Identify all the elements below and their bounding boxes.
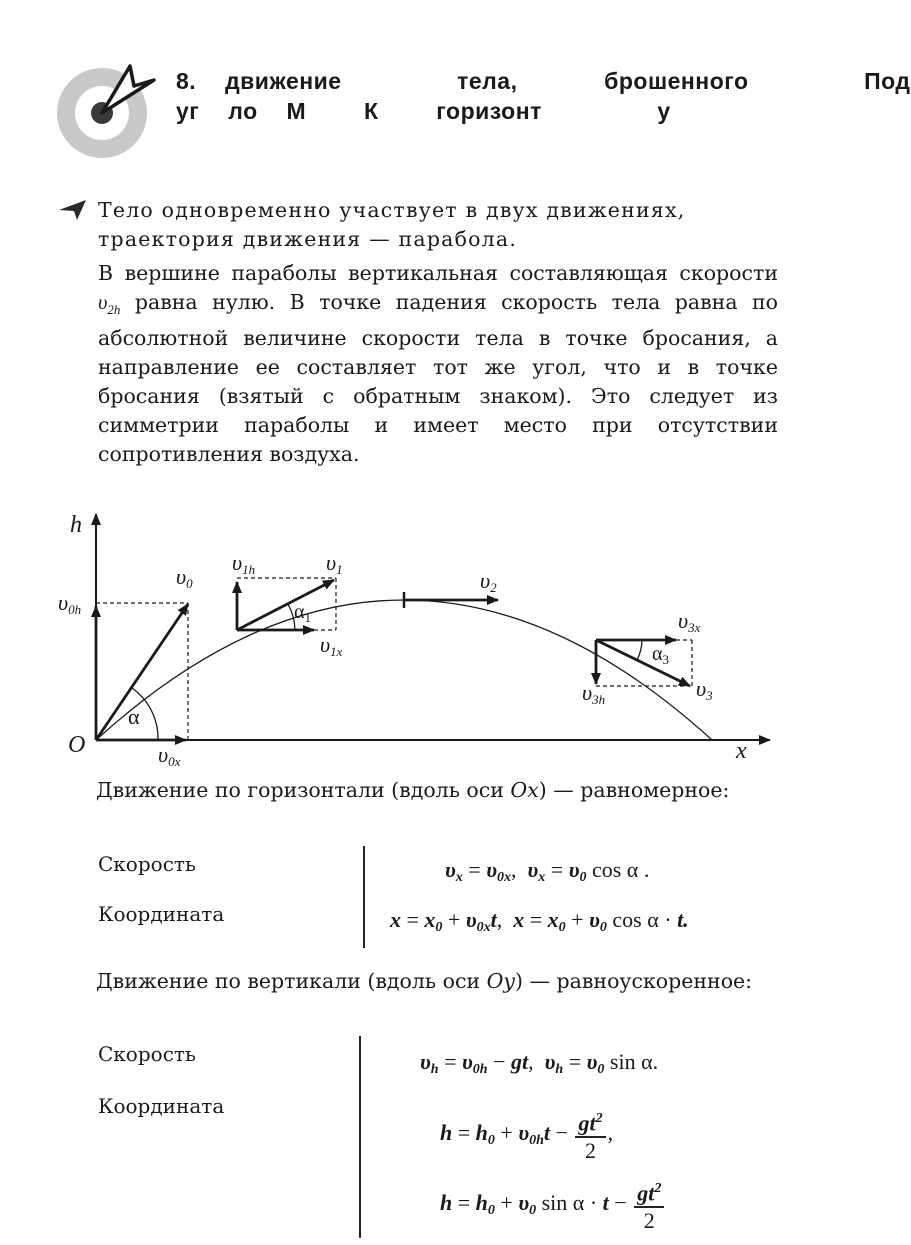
v0x-label: υ0x [158,742,181,769]
vertical-divider [359,1036,361,1238]
section-title [176,66,911,126]
intro-paragraph [98,259,778,469]
horizontal-divider [363,846,365,948]
horizontal-coord-label: Координата [98,902,225,926]
v1-label: υ1 [326,550,343,577]
v3h-label: υ3h [582,680,606,707]
v1-vector [237,580,334,630]
vertical-coord-formula-1: $h = h_0 + \upsilon_{0h}t$ − $\frac{gt^2}{2}$ , [440,1106,613,1164]
trajectory-diagram [50,502,780,777]
section-title-line2: уг ло М К горизонт у [176,98,671,124]
v2-label: υ2 [480,568,497,595]
vertical-heading: Движение по вертикали (вдоль оси Oy) — равноускоренное: [96,969,753,993]
v3-label: υ3 [696,676,713,703]
bullet-arrow-icon [58,198,88,222]
horizontal-speed-label: Скорость [98,852,196,876]
horizontal-heading: Движение по горизонтали (вдоль оси Ox) — равномерное: [96,778,730,802]
vertical-coord-formula-2: $h = h_0 + \upsilon_0$ sin α · t − $\frac{gt^2}{2}$ [440,1176,666,1234]
v0-label: υ0 [176,564,193,591]
alpha-label: α [128,704,140,729]
vertical-speed-formula: $\upsilon_h = \upsilon_{0h}$ − gt, $\upsilon_h = \upsilon_0$ sin α. [420,1049,659,1077]
v0h-label: υ0h [58,590,82,617]
axis-x-label: x [736,738,747,764]
vertical-coord-label: Координата [98,1094,225,1118]
alpha3-arc [637,640,642,660]
alpha3-label: $\alpha_3$ [652,643,669,667]
axis-h-label: h [70,512,82,538]
v3x-label: υ3x [678,608,701,635]
section-title-line1: 8. движение тела, брошенного Под [176,68,911,94]
horizontal-coord-formula: $x = x_0 + \upsilon_{0x}t$, $x = x_0 + \upsilon_0$ cos α · t. [390,907,689,935]
intro-paragraph-var: $\upsilon_{2h}$ [98,292,121,318]
intro-paragraph-after: равна нулю. В точке падения скорость тела равна по абсолютной величине скорости тела в точке бросания, а направление ее составляет тот же угол, что и в точке бросания (взятый с обратным знаком). Это следует из симметрии параболы и имеет место при отсутствии сопротивления воздуха. [98,290,778,467]
vertical-speed-label: Скорость [98,1042,196,1066]
intro-paragraph-before: В вершине параболы вертикальная составляющая скорости [98,261,778,285]
v1h-label: υ1h [232,550,256,577]
v1x-label: υ1x [320,632,343,659]
intro-bullet-text: Тело одновременно участвует в двух движениях, траектория движения — парабола. [98,198,686,251]
alpha1-label: $\alpha_1$ [294,601,311,625]
section-target-icon [54,58,164,168]
origin-label: O [68,732,86,758]
v0-vector [96,604,188,740]
horizontal-speed-formula: $\upsilon_x = \upsilon_{0x}$, $\upsilon_x = \upsilon_0$ cos α . [445,857,650,885]
